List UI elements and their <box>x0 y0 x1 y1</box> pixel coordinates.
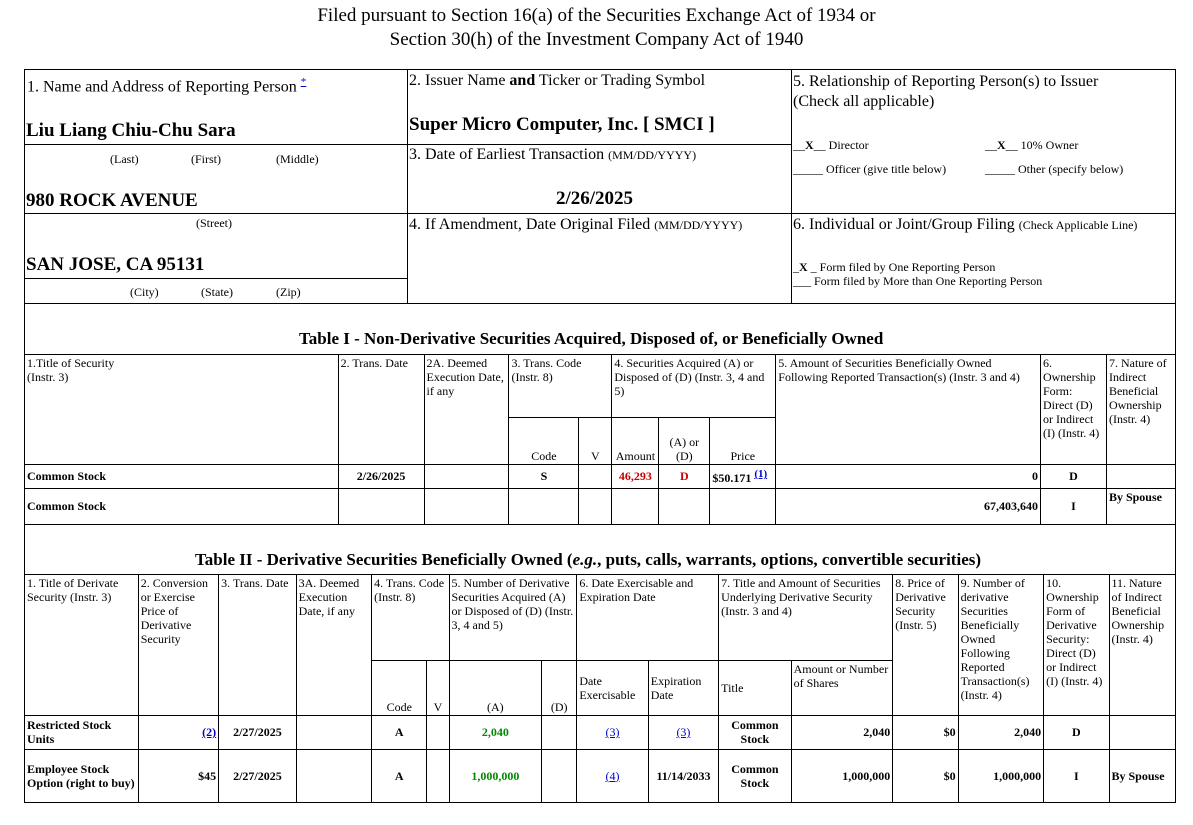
table2-title <box>195 550 981 570</box>
t2-r1-deemed <box>296 749 371 802</box>
t1-r1-owned: 67,403,640 <box>776 488 1041 524</box>
t2-r1-exer-footnote-link[interactable]: (4) <box>605 768 620 783</box>
t2-r0-exp-cell <box>648 715 718 749</box>
filing-label-note: (Check Applicable Line) <box>1018 218 1138 232</box>
t1-r0-code: S <box>509 464 579 488</box>
t1-r1-form: I <box>1040 488 1106 524</box>
t2-r0-owned: 2,040 <box>958 715 1044 749</box>
t2-s-amount: Amount or Number of Shares <box>791 661 893 715</box>
filing-more-label: Form filed by More than One Reporting Person <box>814 274 1043 288</box>
date-divider <box>407 213 792 214</box>
issuer-label-pre: 2. Issuer Name <box>409 72 510 89</box>
t1-sub-price: Price <box>710 418 776 464</box>
t2-r0-v <box>427 715 449 749</box>
t2-r0-u-amount: 2,040 <box>791 715 893 749</box>
t2-h4: 4. Trans. Code (Instr. 8) <box>372 575 449 661</box>
owner-mark: X <box>997 138 1006 152</box>
t1-r1-ad <box>659 488 710 524</box>
city-divider <box>24 278 408 279</box>
t1-r0-price: $50.171 <box>712 471 752 486</box>
t2-r1-title: Employee Stock Option (right to buy) <box>25 749 139 802</box>
director-mark: X <box>805 138 814 152</box>
owner-checkbox[interactable]: __X__ 10% Owner <box>985 138 1079 152</box>
table-row <box>25 488 1176 524</box>
t2-r0-form: D <box>1044 715 1109 749</box>
header-line-1: Filed pursuant to Section 16(a) of the Securities Exchange Act of 1934 or <box>317 5 876 26</box>
t2-h5: 5. Number of Derivative Securities Acquired (A) or Disposed of (D) (Instr. 3, 4 and 5) <box>449 575 577 661</box>
t2-s-title: Title <box>719 661 791 715</box>
t2-r1-u-amount: 1,000,000 <box>791 749 893 802</box>
reporting-person-label-text: 1. Name and Address of Reporting Person <box>27 78 297 96</box>
header-line-2: Section 30(h) of the Investment Company Act of 1940 <box>389 29 804 50</box>
t2-r0-exer-cell <box>577 715 648 749</box>
t2-r0-deemed <box>296 715 371 749</box>
t2-r0-u-title: Common Stock <box>719 715 791 749</box>
t2-s-d: (D) <box>542 661 577 715</box>
name-divider <box>24 144 408 145</box>
issuer-divider <box>407 144 792 145</box>
t1-h-deemed: 2A. Deemed Execution Date, if any <box>424 355 509 465</box>
t2-h1: 1. Title of Derivate Security (Instr. 3) <box>25 575 139 716</box>
t2-r0-conv-cell <box>138 715 218 749</box>
earliest-date-value: 2/26/2025 <box>556 188 634 209</box>
state-label: (State) <box>201 285 233 299</box>
filing-label-text: 6. Individual or Joint/Group Filing <box>793 216 1015 233</box>
amendment-label-text: 4. If Amendment, Date Original Filed <box>409 216 651 233</box>
t2-r1-date: 2/27/2025 <box>219 749 296 802</box>
t2-h9: 9. Number of derivative Securities Beneficially Owned Following Reported Transaction(s) (Instr. 4) <box>958 575 1044 716</box>
t1-r0-title: Common Stock <box>25 464 339 488</box>
relationship-label <box>793 72 1098 112</box>
issuer-column <box>407 69 792 304</box>
t2-s-exp: Expiration Date <box>648 661 718 715</box>
t2-r0-code: A <box>372 715 427 749</box>
t2-r1-conv: $45 <box>198 768 217 783</box>
t2-r1-exer-cell <box>577 749 648 802</box>
t1-r1-price-cell <box>710 488 776 524</box>
table-row <box>25 749 1176 802</box>
owner-label: 10% Owner <box>1020 138 1079 152</box>
first-label: (First) <box>191 152 221 166</box>
t1-h-acq: 4. Securities Acquired (A) or Disposed of (D) (Instr. 3, 4 and 5) <box>612 355 776 418</box>
t1-sub-code: Code <box>509 418 579 464</box>
t1-r1-title: Common Stock <box>25 488 339 524</box>
officer-label: Officer (give title below) <box>826 162 947 176</box>
t2-r0-nature <box>1109 715 1176 749</box>
t1-r1-date <box>338 488 424 524</box>
earliest-date-label <box>409 146 696 164</box>
officer-checkbox[interactable]: _____ Officer (give title below) <box>793 162 947 176</box>
issuer-label <box>409 72 705 90</box>
t2-r1-code: A <box>372 749 427 802</box>
t1-r0-nature <box>1106 464 1175 488</box>
t1-r0-price-footnote-link[interactable]: (1) <box>754 468 768 481</box>
t1-h-nature: 7. Nature of Indirect Beneficial Ownership (Instr. 4) <box>1106 355 1175 465</box>
t1-r0-owned: 0 <box>776 464 1041 488</box>
issuer-label-post: Ticker or Trading Symbol <box>535 72 706 89</box>
t1-sub-v: V <box>579 418 612 464</box>
relationship-divider <box>792 213 1176 214</box>
middle-label: (Middle) <box>276 152 319 166</box>
t1-h-code: 3. Trans. Code (Instr. 8) <box>509 355 612 418</box>
t2-r0-date: 2/27/2025 <box>219 715 296 749</box>
city-label: (City) <box>130 285 159 299</box>
t1-sub-ad: (A) or (D) <box>659 418 710 464</box>
filing-one-checkbox[interactable]: _X _ Form filed by One Reporting Person <box>793 260 996 274</box>
t2-r1-owned: 1,000,000 <box>958 749 1044 802</box>
table1-title: Table I - Non-Derivative Securities Acquired, Disposed of, or Beneficially Owned <box>299 329 884 348</box>
t2-r1-a: 1,000,000 <box>449 749 542 802</box>
t2-r1-nature: By Spouse <box>1109 749 1176 802</box>
form-header <box>0 4 1193 52</box>
street-divider <box>24 213 408 214</box>
table1 <box>24 354 1176 525</box>
relationship-label-2: (Check all applicable) <box>793 93 935 110</box>
t1-r0-date: 2/26/2025 <box>338 464 424 488</box>
issuer-label-and: and <box>509 72 536 89</box>
t2-h2: 2. Conversion or Exercise Price of Derivative Security <box>138 575 218 716</box>
t1-r0-amount: 46,293 <box>612 464 659 488</box>
t1-r0-v <box>579 464 612 488</box>
t1-h-title: 1.Title of Security (Instr. 3) <box>25 355 339 465</box>
reporting-person-footnote-link[interactable]: * <box>300 76 307 88</box>
t2-r0-exer-footnote-link[interactable]: (3) <box>605 725 620 740</box>
t2-h3a: 3A. Deemed Execution Date, if any <box>296 575 371 716</box>
t1-h-form: 6. Ownership Form: Direct (D) or Indirect (I) (Instr. 4) <box>1040 355 1106 465</box>
t2-r0-title: Restricted Stock Units <box>25 715 139 749</box>
street-value: 980 ROCK AVENUE <box>26 190 198 211</box>
t1-r1-deemed <box>424 488 509 524</box>
t2-r1-price: $0 <box>893 749 958 802</box>
t1-sub-amount: Amount <box>612 418 659 464</box>
table2 <box>24 574 1176 803</box>
t2-h6: 6. Date Exercisable and Expiration Date <box>577 575 719 661</box>
t2-r0-exp-footnote-link[interactable]: (3) <box>676 725 691 740</box>
t1-r0-ad: D <box>659 464 710 488</box>
director-checkbox[interactable]: __X__ Director <box>793 138 869 152</box>
t2-s-a: (A) <box>449 661 542 715</box>
t2-r0-price: $0 <box>893 715 958 749</box>
t2-r0-a: 2,040 <box>449 715 542 749</box>
earliest-date-format: (MM/DD/YYYY) <box>608 148 697 162</box>
reporting-person-label <box>27 76 306 96</box>
other-label: Other (specify below) <box>1018 162 1124 176</box>
t2-r0-d <box>542 715 577 749</box>
filing-one-label: Form filed by One Reporting Person <box>819 260 996 274</box>
t2-h11: 11. Nature of Indirect Beneficial Ownership (Instr. 4) <box>1109 575 1176 716</box>
t1-r0-price-cell <box>710 464 776 488</box>
earliest-date-label-text: 3. Date of Earliest Transaction <box>409 146 605 163</box>
table2-title-pre: Table II - Derivative Securities Beneficially Owned ( <box>195 550 573 569</box>
t2-h8: 8. Price of Derivative Security (Instr. 5) <box>893 575 958 716</box>
street-label: (Street) <box>196 216 232 230</box>
t1-r1-nature: By Spouse <box>1106 488 1175 524</box>
reporting-person-name: Liu Liang Chiu-Chu Sara <box>26 120 236 141</box>
table-row <box>25 464 1176 488</box>
filing-label <box>793 216 1137 234</box>
t2-h7: 7. Title and Amount of Securities Underlying Derivative Security (Instr. 3 and 4) <box>719 575 893 661</box>
t2-r1-exp: 11/14/2033 <box>648 749 718 802</box>
other-checkbox[interactable]: _____ Other (specify below) <box>985 162 1124 176</box>
t2-r1-d <box>542 749 577 802</box>
t1-h-date: 2. Trans. Date <box>338 355 424 465</box>
t2-s-exer: Date Exercisable <box>577 661 648 715</box>
t1-r1-v <box>579 488 612 524</box>
t1-r0-deemed <box>424 464 509 488</box>
t1-h-owned: 5. Amount of Securities Beneficially Owned Following Reported Transaction(s) (Instr. 3 and 4) <box>776 355 1041 465</box>
t1-r0-form: D <box>1040 464 1106 488</box>
last-label: (Last) <box>110 152 139 166</box>
filing-one-mark: X <box>799 260 808 274</box>
director-label: Director <box>828 138 869 152</box>
table2-title-post: , puts, calls, warrants, options, convertible securities) <box>597 550 982 569</box>
t1-r1-amount <box>612 488 659 524</box>
issuer-name: Super Micro Computer, Inc. [ SMCI ] <box>409 114 715 135</box>
t1-r1-code <box>509 488 579 524</box>
t2-r1-form: I <box>1044 749 1109 802</box>
t2-r1-u-title: Common Stock <box>719 749 791 802</box>
amendment-label <box>409 216 742 234</box>
table-row <box>25 715 1176 749</box>
t2-r0-conv-footnote-link[interactable]: (2) <box>202 725 217 740</box>
t2-s-v: V <box>427 661 449 715</box>
t2-h10: 10. Ownership Form of Derivative Security: Direct (D) or Indirect (I) (Instr. 4) <box>1044 575 1109 716</box>
zip-label: (Zip) <box>276 285 301 299</box>
filing-more-checkbox[interactable]: ___ Form filed by More than One Reporting Person <box>793 274 1043 288</box>
t2-r1-v <box>427 749 449 802</box>
t2-s-code: Code <box>372 661 427 715</box>
table2-title-em: e.g. <box>572 550 598 569</box>
amendment-format: (MM/DD/YYYY) <box>654 218 743 232</box>
city-value: SAN JOSE, CA 95131 <box>26 254 205 275</box>
relationship-label-1: 5. Relationship of Reporting Person(s) to Issuer <box>793 73 1099 90</box>
t2-h3: 3. Trans. Date <box>219 575 296 716</box>
t2-r1-conv-cell <box>138 749 218 802</box>
